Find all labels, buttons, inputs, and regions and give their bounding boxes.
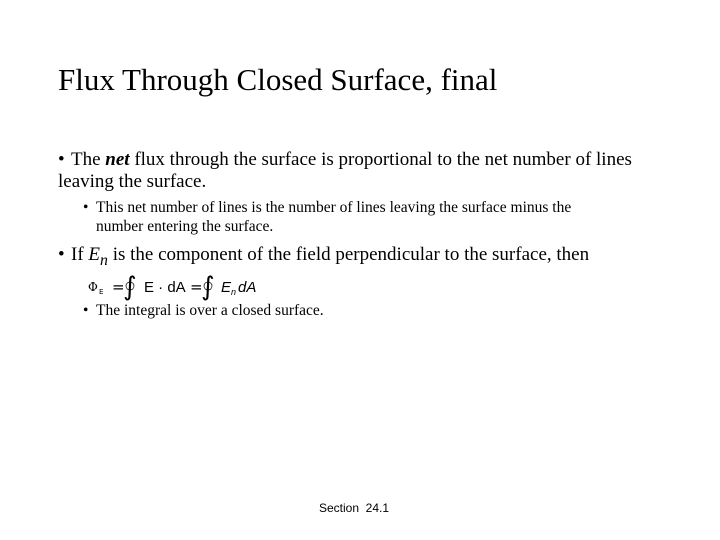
equals-sign-1: = [112, 278, 125, 296]
dot-product-term: E · dA [144, 279, 186, 296]
sub-bullet-text: The integral is over a closed surface. [96, 302, 324, 319]
normal-component-sub: n [231, 287, 237, 297]
slide-title: Flux Through Closed Surface, final [58, 62, 498, 97]
sub-bullet-line-2: number entering the surface. [96, 218, 274, 235]
equals-sign-2: = [190, 278, 203, 296]
sub-bullet-closed-surface [83, 301, 673, 320]
sub-bullet-net-lines [83, 198, 673, 236]
integral-mark-2: ∫ [201, 272, 215, 302]
bullet-text-start: If [71, 244, 89, 265]
slide-footer: Section 24.1 [318, 501, 390, 515]
sub-bullet-marker: • [83, 199, 89, 216]
bullet-marker: • [58, 244, 65, 265]
variable-e: E [88, 244, 101, 265]
sub-bullet-marker: • [83, 302, 89, 319]
bullet-text-end: flux through the surface is proportional to the net number of lines leaving the surface. [58, 149, 632, 192]
bullet-text-start: The [71, 149, 106, 170]
bullet-text-end: is the component of the field perpendicular to the surface, then [107, 244, 590, 265]
bullet-marker: • [58, 149, 65, 170]
integral-mark-1: ∫ [123, 272, 137, 302]
variable-e-subscript: n [100, 251, 108, 269]
normal-component-var: E [221, 279, 232, 296]
phi-symbol: Φ [88, 280, 98, 294]
phi-subscript: E [99, 288, 104, 296]
area-element: dA [238, 279, 257, 296]
equation-graphic [84, 267, 304, 301]
bullet-net-flux [58, 149, 678, 193]
sub-bullet-line-1: This net number of lines is the number of lines leaving the surface minus the [96, 199, 572, 216]
bullet-emphasis-net: net [105, 149, 130, 170]
flux-equation [84, 267, 304, 301]
